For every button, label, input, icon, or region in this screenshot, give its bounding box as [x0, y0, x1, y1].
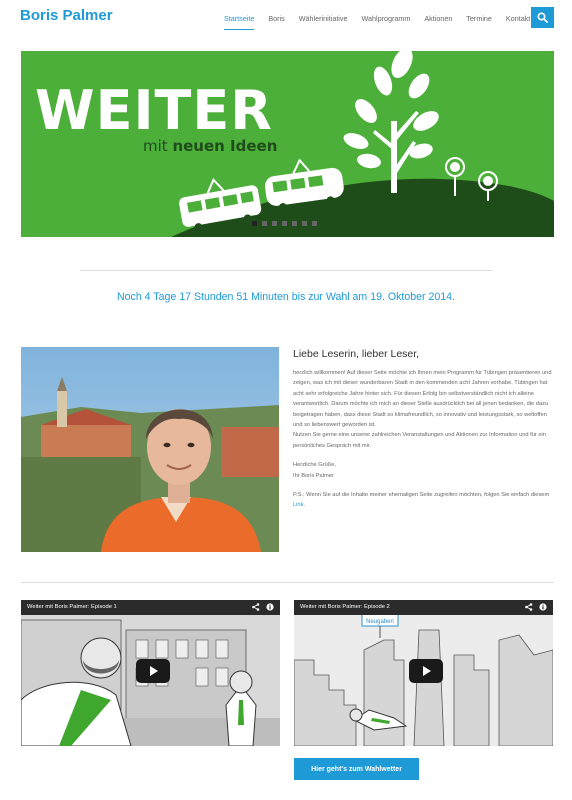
share-icon[interactable]: [525, 603, 533, 611]
intro-ps: [293, 490, 555, 511]
intro-title: Liebe Leserin, lieber Leser,: [293, 348, 420, 360]
nav-termine[interactable]: Termine: [466, 14, 492, 23]
divider: [80, 270, 492, 271]
hero-banner[interactable]: [21, 51, 554, 237]
sign-text: Neugaben: [366, 619, 394, 625]
play-button[interactable]: [136, 659, 170, 683]
site-logo[interactable]: Boris Palmer: [20, 7, 113, 24]
info-icon[interactable]: [266, 603, 274, 611]
nav-boris[interactable]: Boris: [268, 14, 285, 23]
intro-paragraph: herzlich willkommen! Auf dieser Seite möchte ich Ihnen mein Programm für Tübingen präsentieren und zeigen, was ich mit dieser wunderbaren Stadt in den kommenden acht Jahren vorhabe. Tübingen hat acht sehr erfolgreiche Jahre hinter sich. Für diesen Erfolg bin selbstverständlich nicht ich alleine verantwortlich. Darum möchte ich mich an dieser Stelle ausdrücklich bei all jenen bedanken, die dazu beigetragen haben, dass diese Stadt so klimafreundlich, so innovativ und leistungsstark, so weltoffen und so liebenswert geworden ist.: [293, 370, 552, 429]
nav-aktionen[interactable]: Aktionen: [424, 14, 453, 23]
intro-text: [293, 348, 555, 511]
intro-paragraph: Nutzen Sie gerne eine unserer zahlreichen Veranstaltungen und Aktionen zur Information und für ein persönliches Gespräch mit mir.: [293, 432, 546, 449]
banner-headline: WEITER: [35, 79, 273, 142]
ps-text: P.S.: Wenn Sie auf die Inhalte meiner ehemaligen Seite zugreifen möchten, folgen Sie einfach diesem: [293, 492, 550, 499]
slider-dot[interactable]: [272, 221, 277, 226]
intro-greeting: Herzliche Grüße,: [293, 462, 336, 469]
old-site-link[interactable]: Link: [293, 502, 304, 509]
slogan-prefix: mit: [143, 137, 168, 155]
info-icon[interactable]: [539, 603, 547, 611]
slider-dot[interactable]: [262, 221, 267, 226]
nav-startseite[interactable]: Startseite: [224, 14, 254, 30]
main-nav: [224, 14, 544, 30]
slider-dot[interactable]: [282, 221, 287, 226]
ps-end: .: [303, 502, 306, 509]
tree-illustration: [341, 51, 442, 193]
play-button[interactable]: [409, 659, 443, 683]
slider-dot[interactable]: [252, 221, 257, 226]
banner-slogan: [143, 137, 277, 155]
nav-kontakt[interactable]: Kontakt: [505, 14, 531, 23]
candidate-portrait: [21, 347, 279, 552]
slider-dots: [252, 221, 317, 226]
slider-dot[interactable]: [312, 221, 317, 226]
divider: [21, 582, 554, 583]
share-icon[interactable]: [252, 603, 260, 611]
nav-wahlprogramm[interactable]: Wahlprogramm: [361, 14, 411, 23]
slider-dot[interactable]: [302, 221, 307, 226]
video-title-bar: [21, 600, 280, 615]
video-title-bar: [294, 600, 553, 615]
play-icon: [147, 665, 159, 677]
video-title[interactable]: Weiter mit Boris Palmer: Episode 2: [300, 604, 390, 610]
intro-signature: Ihr Boris Palmer: [293, 472, 334, 479]
slider-dot[interactable]: [292, 221, 297, 226]
wahlwetter-button[interactable]: Hier geht's zum Wahlwetter: [294, 758, 419, 780]
video-title[interactable]: Weiter mit Boris Palmer: Episode 1: [27, 604, 117, 610]
video-controls: [525, 603, 547, 611]
nav-waehlerinitiative[interactable]: Wählerinitiative: [298, 14, 348, 23]
slogan-bold: neuen Ideen: [172, 137, 278, 155]
search-button[interactable]: [531, 7, 554, 28]
video-player-2[interactable]: [294, 600, 553, 746]
video-controls: [252, 603, 274, 611]
election-countdown: Noch 4 Tage 17 Stunden 51 Minuten bis zur Wahl am 19. Oktober 2014.: [116, 291, 456, 303]
play-icon: [420, 665, 432, 677]
search-icon: [537, 12, 548, 23]
video-player-1[interactable]: [21, 600, 280, 746]
